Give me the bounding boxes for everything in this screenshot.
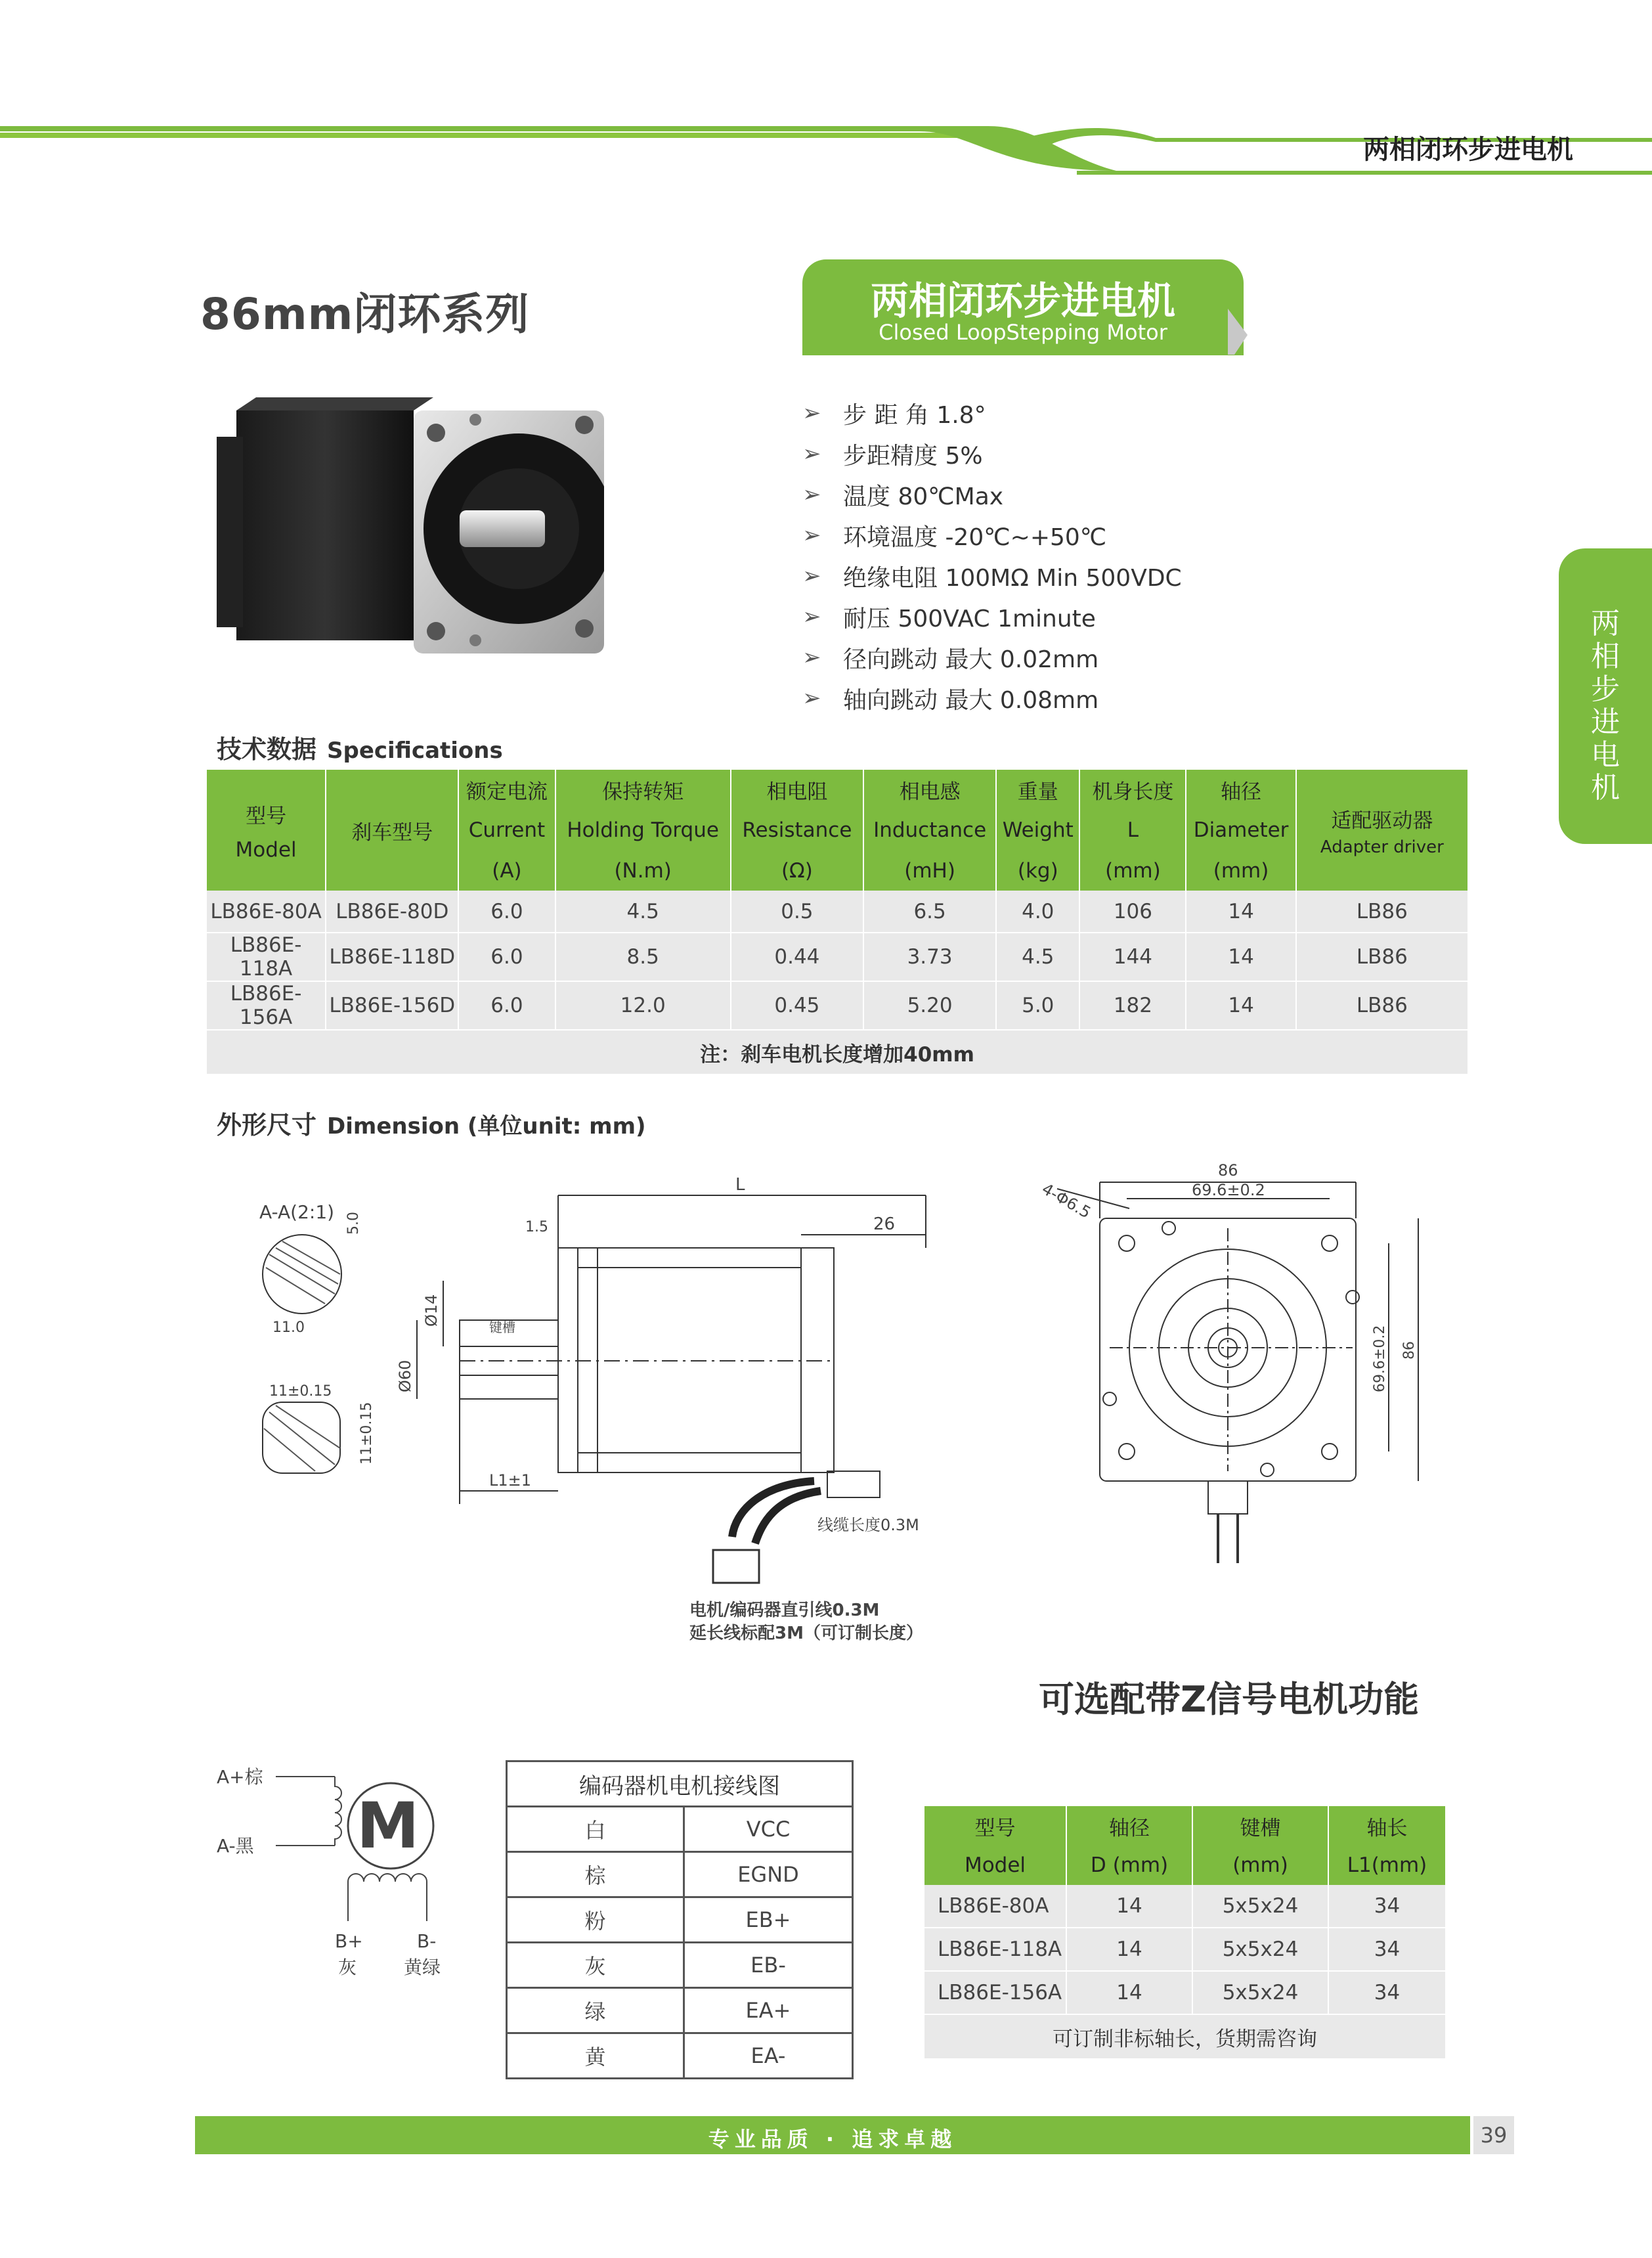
header-title: 两相闭环步进电机 bbox=[1363, 135, 1573, 165]
feature-item: ➢ 轴向跳动 最大 0.08mm bbox=[802, 685, 1099, 714]
page-number: 39 bbox=[1480, 2123, 1508, 2148]
arrow-right-icon: ➢ bbox=[802, 604, 821, 630]
badge-title-cn: 两相闭环步进电机 bbox=[870, 278, 1175, 323]
driver-header: 适配驱动器 Adapter driver bbox=[1296, 770, 1467, 891]
table-row: LB86E-118A LB86E-118D 6.0 8.5 0.44 3.73 4.5 144 14 LB86 bbox=[207, 933, 1467, 981]
dim-1.5-label: 1.5 bbox=[525, 1219, 548, 1235]
l1-label: L1±1 bbox=[489, 1471, 532, 1490]
footer-slogan: 专业品质 · 追求卓越 bbox=[708, 2127, 957, 2152]
arrow-right-icon: ➢ bbox=[802, 522, 821, 548]
feature-item: ➢ 步距精度 5% bbox=[802, 441, 983, 470]
optional-feature-title: 可选配带Z信号电机功能 bbox=[1039, 1679, 1420, 1720]
table-row: LB86E-80A LB86E-80D 6.0 4.5 0.5 6.5 4.0 106 14 LB86 bbox=[207, 891, 1467, 933]
spec-table: 型号 Model 刹车型号 额定电流 保持转矩 相电阻 相电感 重量 机身长度 轴径 适配驱动器 Adapter driver Current Holding Torque Resistance Inductance Weight L Diameter (A) (N.m) (Ω) (mH) (kg) (mm) (mm) LB86E-80A LB86E-80D 6.0 4.5 0.5 6.5 4.0 106 14 LB86 LB86E-118A LB86E-118D 6.0 8.5 0.44 3.73 4.5 144 14 LB86 LB86E-156A LB86E-156D 6.0 12.0 0.45 5.20 5.0 182 14 LB86 注：刹车电机长度增加40mm bbox=[207, 770, 1467, 1074]
tol3-label: 11±0.15 bbox=[269, 1383, 332, 1400]
badge-title-en: Closed LoopStepping Motor bbox=[879, 320, 1167, 345]
footer-bar bbox=[195, 2116, 1470, 2154]
wiring-diagram bbox=[210, 1750, 486, 2000]
optional-table-note: 可订制非标轴长，货期需咨询 bbox=[924, 2014, 1445, 2058]
front-width-label: 86 bbox=[1218, 1161, 1238, 1180]
series-title: 86mm闭环系列 bbox=[200, 289, 530, 340]
spec-section-title: 技术数据 Specifications bbox=[217, 735, 503, 764]
d14-label: Ø14 bbox=[422, 1294, 441, 1327]
aa-label: A-A(2:1) bbox=[259, 1201, 335, 1223]
brake-header: 刹车型号 bbox=[326, 770, 458, 891]
badge-shadow bbox=[1228, 309, 1267, 355]
lead-note-1: 电机/编码器直引线0.3M bbox=[689, 1601, 880, 1620]
table-row: 黄 EA- bbox=[507, 2033, 853, 2079]
wire-b-plus-label: B+ bbox=[335, 1930, 363, 1952]
cable-length-label: 线缆长度0.3M bbox=[817, 1516, 919, 1534]
wire-a-plus-label: A+棕 bbox=[217, 1766, 263, 1788]
side-tab-text: 两 相 步 进 电 机 bbox=[1591, 607, 1620, 805]
wire-b-plus-color: 灰 bbox=[338, 1957, 357, 1978]
arrow-right-icon: ➢ bbox=[802, 481, 821, 508]
dimension-section-title: 外形尺寸 Dimension (单位unit: mm) bbox=[217, 1111, 646, 1140]
wire-b-minus-label: B- bbox=[417, 1930, 437, 1952]
dim-26-label: 26 bbox=[873, 1214, 896, 1234]
hole-label: 4-Φ6.5 bbox=[1039, 1179, 1095, 1222]
table-row: 绿 EA+ bbox=[507, 1988, 853, 2033]
table-row: 粉 EB+ bbox=[507, 1897, 853, 1943]
table-row: 棕 EGND bbox=[507, 1852, 853, 1897]
encoder-table-caption: 编码器机电机接线图 bbox=[507, 1761, 853, 1807]
feature-list bbox=[802, 393, 1182, 719]
arrow-right-icon: ➢ bbox=[802, 400, 821, 426]
arrow-right-icon: ➢ bbox=[802, 441, 821, 467]
tol1-label: 5.0 bbox=[345, 1212, 362, 1235]
motor-symbol: M bbox=[357, 1789, 420, 1863]
feature-item: ➢ 耐压 500VAC 1minute bbox=[802, 604, 1096, 632]
feature-item: ➢ 步 距 角 1.8° bbox=[802, 400, 986, 429]
table-row: 白 VCC bbox=[507, 1807, 853, 1852]
tol4-label: 11±0.15 bbox=[359, 1402, 375, 1465]
d60-label: Ø60 bbox=[396, 1360, 414, 1392]
front-view-drawing bbox=[1031, 1156, 1451, 1570]
wire-a-minus-label: A-黑 bbox=[217, 1835, 254, 1857]
table-row: LB86E-118A 14 5x5x24 34 bbox=[924, 1928, 1445, 1971]
length-label: L bbox=[735, 1175, 745, 1195]
wire-b-minus-color: 黄绿 bbox=[404, 1957, 441, 1978]
motor-photo bbox=[197, 397, 604, 673]
arrow-right-icon: ➢ bbox=[802, 644, 821, 671]
table-row: LB86E-156A 14 5x5x24 34 bbox=[924, 1971, 1445, 2014]
side-tab bbox=[1559, 548, 1652, 844]
optional-spec-table: 型号 轴径 键槽 轴长 Model D (mm) (mm) L1(mm) LB86E-80A 14 5x5x24 34 LB86E-118A 14 5x5x24 34 LB86E-156A 14 5x5x24 34 可订制非标轴长，货期需咨询 bbox=[924, 1806, 1445, 2058]
front-height-label: 86 bbox=[1401, 1341, 1418, 1360]
table-row: LB86E-156A LB86E-156D 6.0 12.0 0.45 5.20 5.0 182 14 LB86 bbox=[207, 981, 1467, 1030]
front-hole-span-label: 69.6±0.2 bbox=[1192, 1181, 1265, 1199]
side-view-drawing bbox=[223, 1169, 946, 1649]
feature-item: ➢ 温度 80℃Max bbox=[802, 481, 1004, 510]
table-row: LB86E-80A 14 5x5x24 34 bbox=[924, 1885, 1445, 1928]
feature-item: ➢ 径向跳动 最大 0.02mm bbox=[802, 644, 1099, 673]
lead-note-2: 延长线标配3M（可订制长度） bbox=[689, 1624, 923, 1643]
product-badge bbox=[802, 259, 1244, 355]
feature-item: ➢ 绝缘电阻 100MΩ Min 500VDC bbox=[802, 563, 1182, 592]
front-hole-span-v-label: 69.6±0.2 bbox=[1372, 1325, 1388, 1392]
keyway-label: 键槽 bbox=[489, 1319, 515, 1335]
tol2-label: 11.0 bbox=[272, 1319, 305, 1336]
feature-item: ➢ 环境温度 -20℃~+50℃ bbox=[802, 522, 1107, 551]
model-header: 型号 Model bbox=[207, 770, 326, 891]
table-row: 灰 EB- bbox=[507, 1943, 853, 1988]
arrow-right-icon: ➢ bbox=[802, 563, 821, 589]
page-number-box bbox=[1473, 2116, 1514, 2154]
table-note-row: 注：刹车电机长度增加40mm bbox=[207, 1030, 1467, 1074]
encoder-wiring-table bbox=[506, 1760, 854, 2079]
arrow-right-icon: ➢ bbox=[802, 685, 821, 711]
